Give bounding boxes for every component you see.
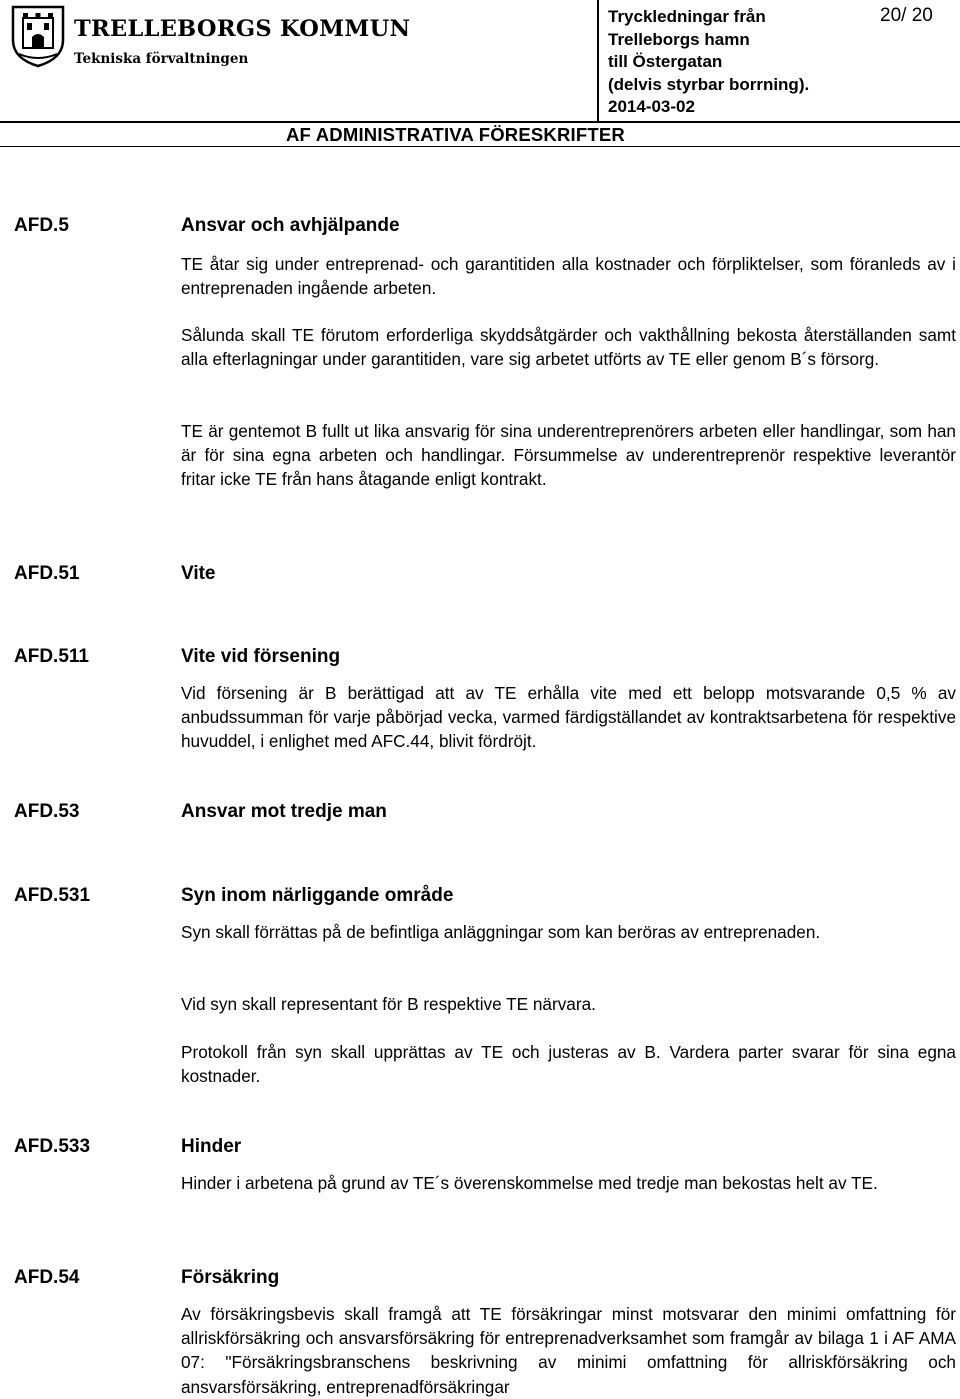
section-code: AFD.53 [14,801,80,822]
paragraph: Hinder i arbetena på grund av TE´s överenskommelse med tredje man bekostas helt av TE. [181,1173,878,1193]
section-code: AFD.5 [14,215,69,236]
paragraph: Vid försening är B berättigad att av TE erhålla vite med ett belopp motsvarande 0,5 % av anbudssumman för varje påbörjad vecka, varmed färdigställandet av kontraktsarbetena för respektive huvuddel, i enlighet med AFC.44, blivit fördröjt. [181,683,956,752]
document-title-line: Tryckledningar från [608,7,766,26]
section-code: AFD.54 [14,1267,80,1288]
section-code: AFD.511 [14,646,89,667]
page-number: 20/ 20 [880,5,933,26]
section-code: AFD.533 [14,1136,91,1157]
section-heading: Syn inom närliggande område [181,885,454,906]
department-name: Tekniska förvaltningen [74,51,249,67]
coat-of-arms-icon [10,4,66,68]
paragraph: Sålunda skall TE förutom erforderliga skyddsåtgärder och vakthållning bekosta återställanden samt alla efterlagningar under garantitiden, vare sig arbetet utförts av TE eller genom B´s försorg. [181,325,956,370]
section-heading: Försäkring [181,1267,280,1288]
paragraph: TE åtar sig under entreprenad- och garantitiden alla kostnader och förpliktelser, som föranleds av i entreprenaden ingående arbeten. [181,254,956,299]
section-heading: Vite vid försening [181,646,341,667]
header-divider-vertical [597,0,599,121]
document-title-line: (delvis styrbar borrning). [608,74,810,94]
document-date: 2014-03-02 [608,97,695,116]
section-code: AFD.51 [14,563,80,584]
section-code: AFD.531 [14,885,91,906]
header-divider-horizontal [0,121,960,123]
section-heading: Hinder [181,1136,242,1157]
section-heading: Vite [181,563,216,584]
section-heading: Ansvar mot tredje man [181,801,387,822]
page-header [0,0,960,147]
section-heading: Ansvar och avhjälpande [181,215,400,236]
section-banner: AF ADMINISTRATIVA FÖRESKRIFTER [286,124,625,145]
paragraph: Protokoll från syn skall upprättas av TE och justeras av B. Vardera parter svarar för sina egna kostnader. [181,1042,956,1087]
paragraph: Av försäkringsbevis skall framgå att TE försäkringar minst motsvarar den minimi omfattning för allriskförsäkring och ansvarsförsäkring för entreprenadverksamhet som framgår av bilaga 1 i AF AMA 07: "Försäkringsbranschens beskrivning av minimi omfattning för allriskförsäkring och ansvarsförsäkring, entreprenadförsäkringar [181,1304,956,1397]
paragraph: TE är gentemot B fullt ut lika ansvarig för sina underentreprenörers arbeten eller handlingar, som han är för sina egna arbeten och handlingar. Försummelse av underentreprenör respektive leverantör fritar icke TE från hans åtagande enligt kontrakt. [181,421,956,490]
org-name: TRELLEBORGS KOMMUN [74,16,411,42]
paragraph: Syn skall förrättas på de befintliga anläggningar som kan beröras av entreprenaden. [181,922,821,942]
document-title [608,6,878,119]
paragraph: Vid syn skall representant för B respektive TE närvara. [181,994,596,1014]
document-title-line: Trelleborgs hamn [608,29,750,49]
document-title-line: till Östergatan [608,52,723,71]
